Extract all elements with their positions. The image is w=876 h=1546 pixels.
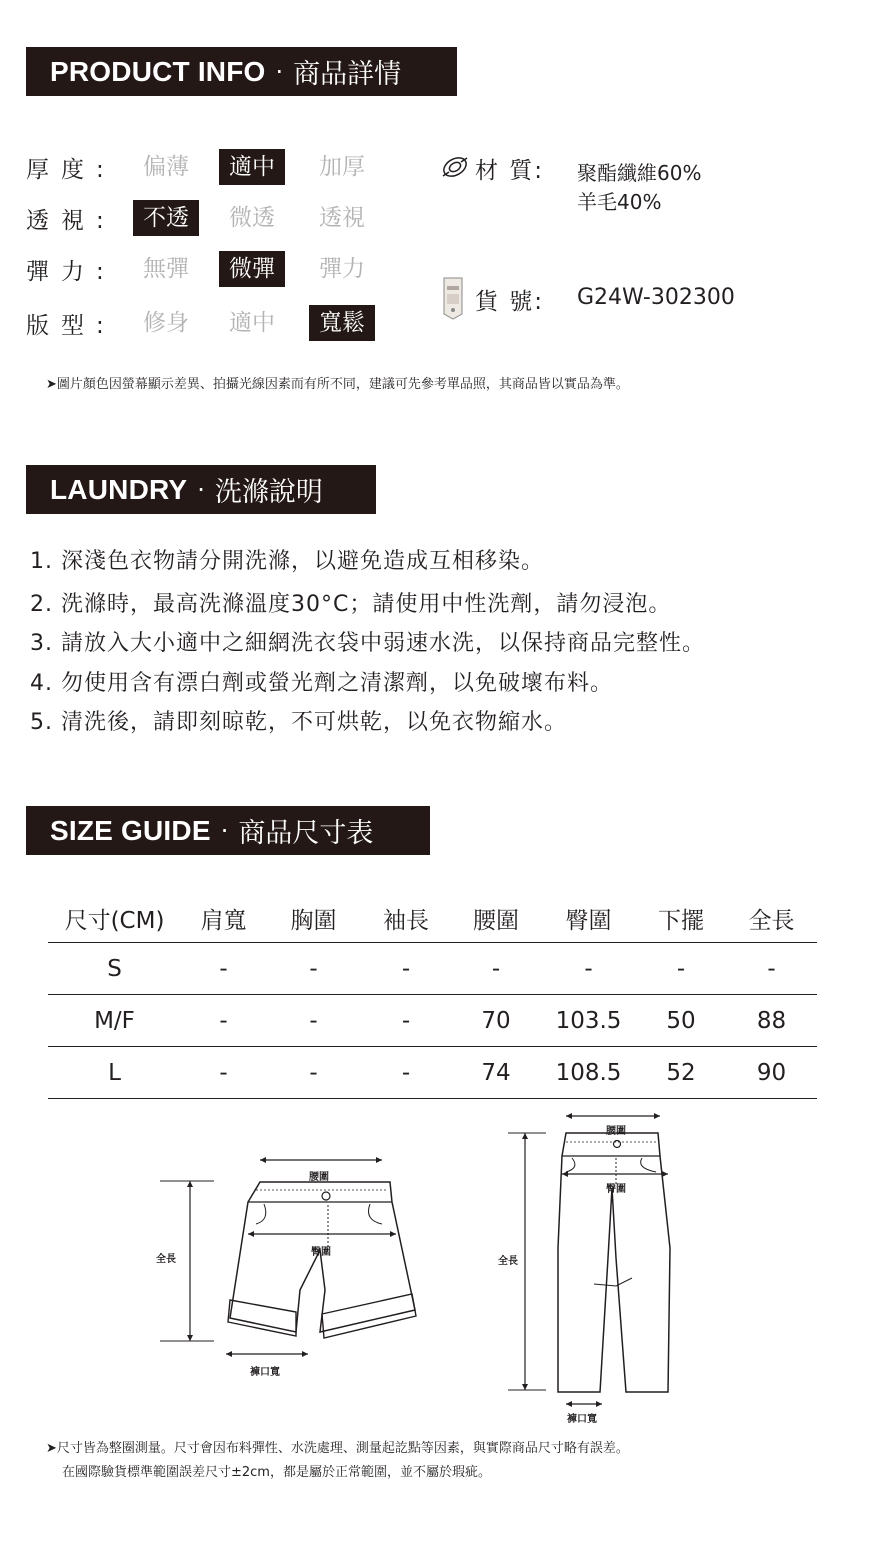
table-cell: 108.5 <box>541 1047 636 1099</box>
table-cell: 74 <box>451 1047 541 1099</box>
size-table-header-cell: 尺寸(CM) <box>48 895 181 943</box>
section-title-en: PRODUCT INFO <box>50 55 266 87</box>
table-cell: S <box>48 943 181 995</box>
material-line-2: 羊毛40% <box>577 190 662 214</box>
section-title-zh: 洗滌說明 <box>214 477 323 508</box>
section-title-en: SIZE GUIDE <box>50 814 211 846</box>
tag-icon <box>441 276 465 324</box>
table-cell: M/F <box>48 995 181 1047</box>
size-table-header-cell: 臀圍 <box>541 895 636 943</box>
table-cell: - <box>541 943 636 995</box>
section-title-dot: · <box>197 475 205 504</box>
size-table-header-cell: 肩寬 <box>181 895 266 943</box>
attr-row-transparency <box>26 200 136 236</box>
table-row <box>48 995 817 1047</box>
size-table-header-cell: 下擺 <box>636 895 726 943</box>
size-table-header-cell: 全長 <box>726 895 817 943</box>
laundry-item: 2. 洗滌時，最高洗滌溫度30°C；請使用中性洗劑，請勿浸泡。 <box>30 592 672 617</box>
table-cell: - <box>266 1047 361 1099</box>
product-info-header <box>26 47 457 96</box>
attr-label: 版型: <box>26 312 116 339</box>
size-table-header-cell: 胸圍 <box>266 895 361 943</box>
pants-waist-label: 腰圍 <box>606 1126 626 1137</box>
attr-option: 不透 <box>133 200 199 236</box>
table-cell: 103.5 <box>541 995 636 1047</box>
attr-option: 偏薄 <box>143 154 189 180</box>
shorts-diagram <box>160 1150 430 1386</box>
material-label: 材 質: <box>475 158 545 184</box>
size-table-header-cell: 袖長 <box>361 895 451 943</box>
attr-option: 無彈 <box>143 256 189 282</box>
pants-length-label: 全長 <box>498 1256 518 1267</box>
table-cell: - <box>181 943 266 995</box>
section-title-en: LAUNDRY <box>50 473 188 505</box>
table-cell: - <box>266 943 361 995</box>
table-cell: 70 <box>451 995 541 1047</box>
table-row <box>48 1047 817 1099</box>
size-table-header-row <box>48 895 817 943</box>
table-cell: - <box>181 995 266 1047</box>
attr-label: 彈力: <box>26 258 116 285</box>
thread-icon <box>437 150 473 188</box>
attr-option: 加厚 <box>319 154 365 180</box>
section-title-zh: 商品詳情 <box>293 59 402 90</box>
pants-hem-label: 褲口寬 <box>567 1414 597 1425</box>
shorts-hip-label: 臀圍 <box>311 1247 331 1258</box>
attr-option: 彈力 <box>319 256 365 282</box>
table-cell: - <box>266 995 361 1047</box>
table-cell: - <box>181 1047 266 1099</box>
attr-option: 微彈 <box>219 251 285 287</box>
laundry-item: 1. 深淺色衣物請分開洗滌，以避免造成互相移染。 <box>30 549 544 574</box>
shorts-length-label: 全長 <box>156 1254 176 1265</box>
pants-hip-label: 臀圍 <box>606 1184 626 1195</box>
attr-option: 適中 <box>219 149 285 185</box>
item-no-value: G24W-302300 <box>577 285 735 310</box>
table-cell: 90 <box>726 1047 817 1099</box>
size-table-header-cell: 腰圍 <box>451 895 541 943</box>
attr-row-fit <box>26 305 136 341</box>
laundry-item: 4. 勿使用含有漂白劑或螢光劑之清潔劑，以免破壞布料。 <box>30 671 613 696</box>
size-guide-header <box>26 806 430 855</box>
attr-option: 透視 <box>319 205 365 231</box>
table-cell: - <box>726 943 817 995</box>
product-note: ➤圖片顏色因螢幕顯示差異、拍攝光線因素而有所不同，建議可先參考單品照，其商品皆以實品為準。 <box>46 377 629 392</box>
attr-row-elasticity <box>26 251 136 287</box>
table-row <box>48 943 817 995</box>
table-cell: L <box>48 1047 181 1099</box>
table-cell: - <box>361 943 451 995</box>
attr-option: 寬鬆 <box>309 305 375 341</box>
size-table <box>48 895 817 1099</box>
size-note-line-2: 在國際驗貨標準範圍誤差尺寸±2cm，都是屬於正常範圍，並不屬於瑕疵。 <box>62 1465 491 1480</box>
table-cell: 50 <box>636 995 726 1047</box>
attr-option: 適中 <box>229 310 275 336</box>
shorts-hem-label: 褲口寬 <box>250 1367 280 1378</box>
item-no-label: 貨 號: <box>475 289 545 315</box>
attr-label: 厚度: <box>26 156 116 183</box>
attr-option: 微透 <box>229 205 275 231</box>
laundry-item: 3. 請放入大小適中之細網洗衣袋中弱速水洗，以保持商品完整性。 <box>30 631 705 656</box>
pants-diagram <box>500 1108 680 1412</box>
material-line-1: 聚酯纖維60% <box>577 161 702 185</box>
laundry-item: 5. 清洗後，請即刻晾乾，不可烘乾，以免衣物縮水。 <box>30 710 567 735</box>
size-note-line-1: ➤尺寸皆為整圈測量。尺寸會因布料彈性、水洗處理、測量起訖點等因素，與實際商品尺寸略有誤差。 <box>46 1441 629 1456</box>
attr-option: 修身 <box>143 310 189 336</box>
shorts-waist-label: 腰圍 <box>309 1172 329 1183</box>
table-cell: - <box>361 1047 451 1099</box>
attr-row-thickness <box>26 149 136 185</box>
table-cell: - <box>361 995 451 1047</box>
section-title-dot: · <box>220 816 229 845</box>
table-cell: 52 <box>636 1047 726 1099</box>
attr-label: 透視: <box>26 207 116 234</box>
section-title-dot: · <box>275 57 284 86</box>
table-cell: - <box>636 943 726 995</box>
table-cell: - <box>451 943 541 995</box>
table-cell: 88 <box>726 995 817 1047</box>
laundry-header <box>26 465 376 514</box>
section-title-zh: 商品尺寸表 <box>238 818 374 849</box>
